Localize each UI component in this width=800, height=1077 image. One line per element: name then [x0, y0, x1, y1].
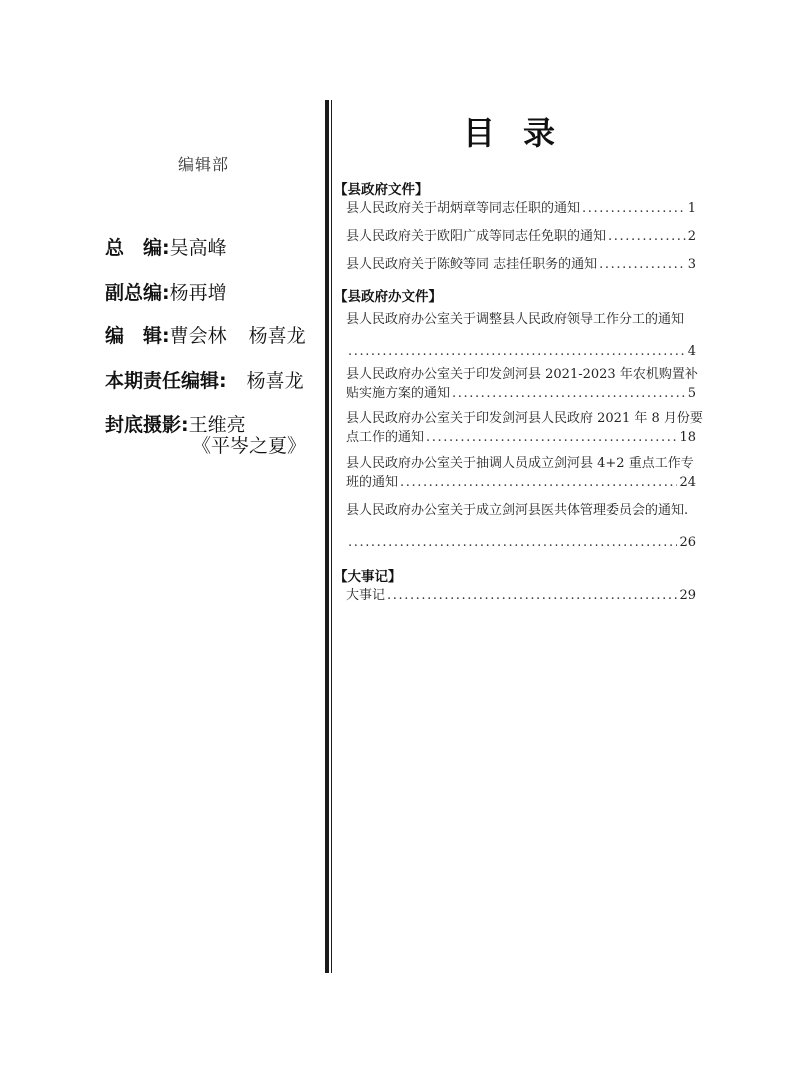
- toc-section-heading: 【大事记】: [334, 569, 402, 585]
- dot-leader: [608, 226, 686, 248]
- toc-entry-text-line2: 贴实施方案的通知: [346, 386, 451, 401]
- dot-leader: [348, 341, 686, 363]
- toc-entry[interactable]: [346, 198, 696, 220]
- toc-entry-page: 2: [687, 229, 696, 244]
- dot-leader: [452, 383, 686, 405]
- dot-leader: [426, 427, 677, 449]
- toc-entry-text-line2: 点工作的通知: [346, 430, 425, 445]
- column-divider-thick: [325, 100, 329, 973]
- editors-label: 编 辑:: [105, 325, 170, 347]
- toc-entry[interactable]: [346, 364, 696, 405]
- dot-leader: [387, 585, 677, 607]
- deputy-editor-row: [105, 278, 227, 305]
- toc-entry-text: 县人民政府办公室关于成立剑河县医共体管理委员会的通知.: [346, 503, 689, 518]
- toc-entry-page: 4: [687, 344, 696, 359]
- toc-entry-page: 24: [679, 475, 696, 490]
- toc-entry[interactable]: [346, 309, 696, 363]
- issue-editor-name: 杨喜龙: [246, 370, 304, 392]
- toc-entry[interactable]: [346, 453, 696, 494]
- back-cover-photographer: 王维亮: [188, 414, 246, 436]
- chief-editor-name: 吴高峰: [169, 237, 227, 259]
- editors-name-1: 曹会林: [169, 325, 227, 347]
- back-cover-photo-title: 《平岑之夏》: [192, 435, 307, 457]
- toc-entry[interactable]: [346, 500, 696, 554]
- toc-entry-text: 县人民政府关于陈鲛等同 志挂任职务的通知: [346, 257, 598, 272]
- toc-entry-page: 26: [679, 535, 696, 550]
- toc-section-heading: 【县政府办文件】: [334, 289, 442, 305]
- editors-name-2: 杨喜龙: [248, 325, 306, 347]
- dot-leader: [582, 198, 686, 220]
- issue-editor-row: [105, 366, 304, 393]
- column-divider-thin: [331, 100, 332, 973]
- toc-entry[interactable]: [346, 226, 696, 248]
- editors-row: [105, 321, 306, 348]
- editorial-department: 编辑部: [178, 155, 230, 174]
- toc-entry-page: 29: [679, 588, 696, 603]
- chief-editor-label: 总 编:: [105, 237, 170, 259]
- toc-entry[interactable]: [346, 585, 696, 607]
- toc-entry-text: 县人民政府关于胡炳章等同志任职的通知: [346, 201, 581, 216]
- issue-editor-label: 本期责任编辑:: [105, 370, 227, 392]
- dot-leader: [400, 472, 677, 494]
- deputy-editor-name: 杨再增: [169, 282, 227, 304]
- toc-entry-text: 县人民政府办公室关于调整县人民政府领导工作分工的通知: [346, 312, 685, 327]
- toc-entry-page: 18: [679, 430, 696, 445]
- toc-entry-page: 3: [687, 257, 696, 272]
- toc-entry-text-line1: 县人民政府办公室关于印发剑河县 2021-2023 年农机购置补: [346, 367, 698, 382]
- toc-entry-page: 1: [687, 201, 696, 216]
- chief-editor-row: [105, 233, 227, 260]
- toc-title: 目录: [463, 114, 584, 152]
- back-cover-label: 封底摄影:: [105, 414, 189, 436]
- toc-section-heading: 【县政府文件】: [334, 182, 429, 198]
- toc-entry-text-line1: 县人民政府办公室关于印发剑河县人民政府 2021 年 8 月份要: [346, 411, 703, 426]
- toc-entry-text-line2: 班的通知: [346, 475, 399, 490]
- toc-entry[interactable]: [346, 408, 703, 449]
- toc-entry-page: 5: [687, 386, 696, 401]
- toc-entry-text: 大事记: [346, 588, 386, 603]
- dot-leader: [599, 254, 686, 276]
- deputy-editor-label: 副总编:: [105, 282, 170, 304]
- dot-leader: [348, 532, 677, 554]
- toc-entry[interactable]: [346, 254, 696, 276]
- toc-entry-text-line1: 县人民政府办公室关于抽调人员成立剑河县 4+2 重点工作专: [346, 456, 694, 471]
- toc-entry-text: 县人民政府关于欧阳广成等同志任免职的通知: [346, 229, 607, 244]
